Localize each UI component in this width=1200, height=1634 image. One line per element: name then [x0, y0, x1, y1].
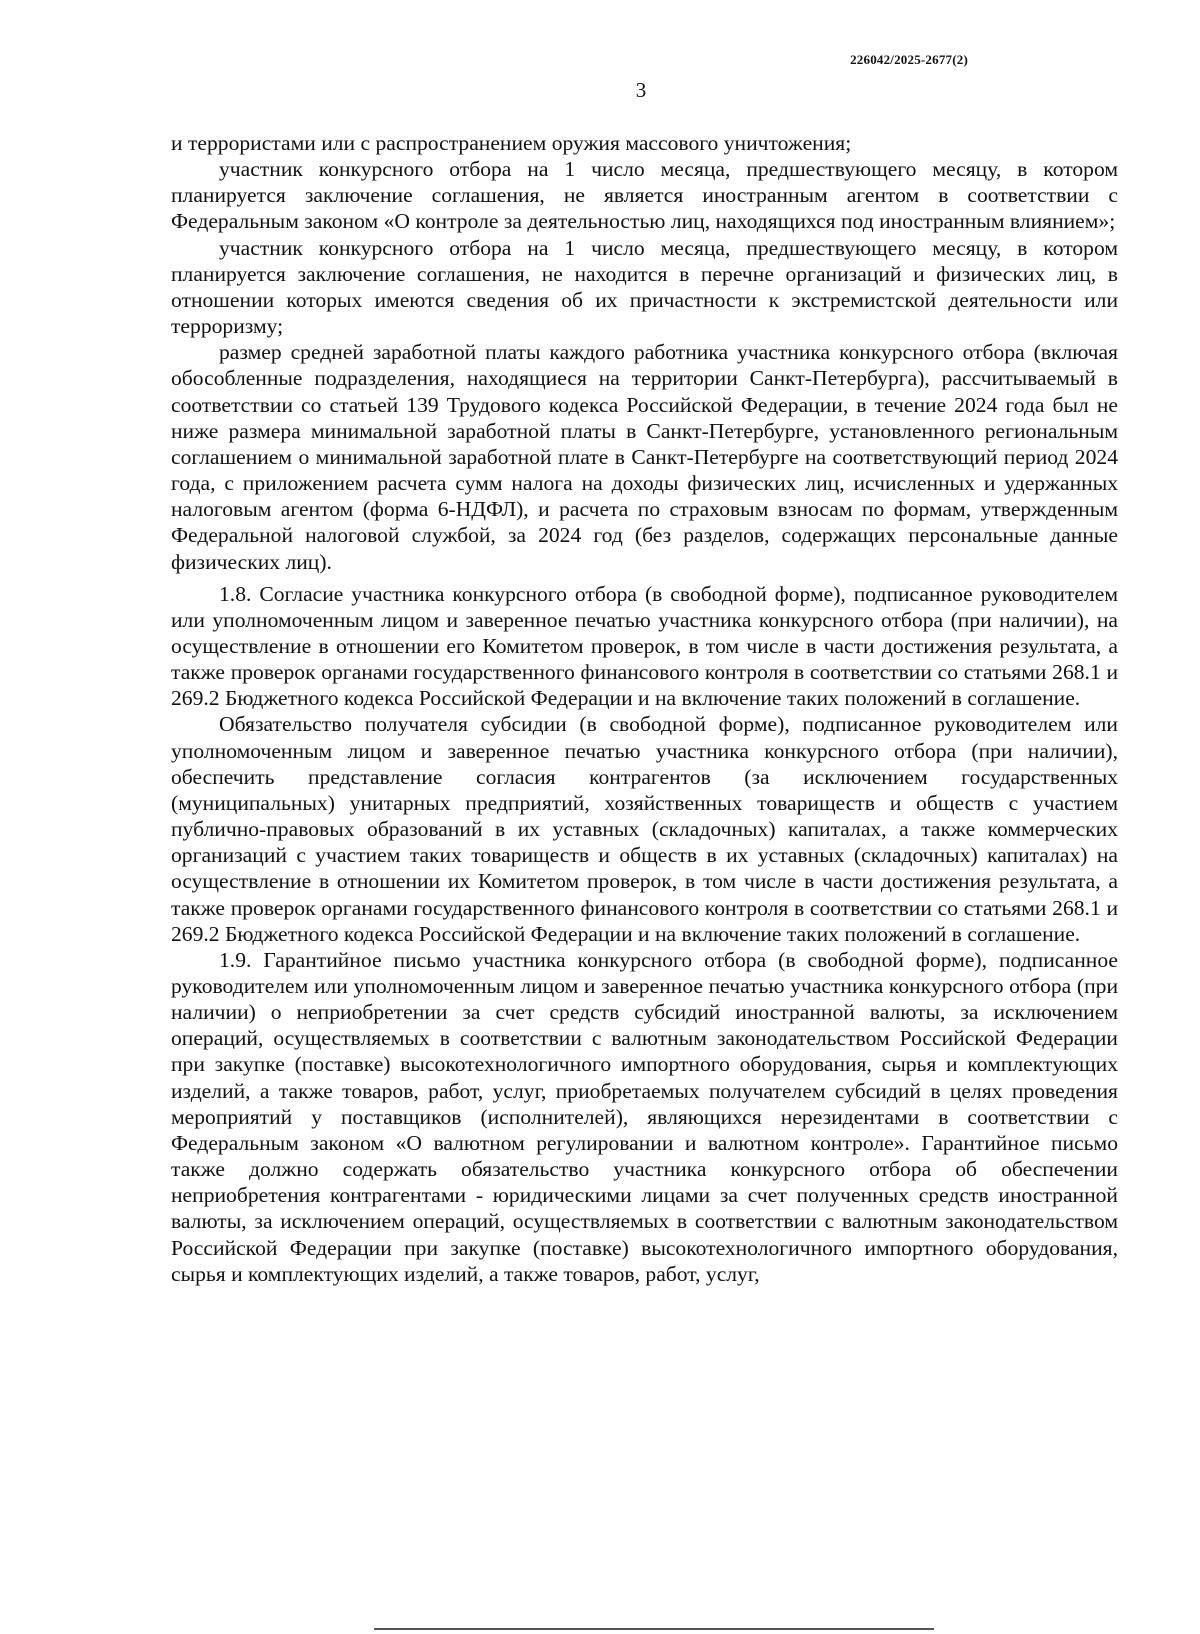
page-number: 3 [635, 78, 647, 102]
paragraph-subsidy-obligation: Обязательство получателя субсидии (в свободной форме), подписанное руководителем или уполномоченным лицом и заверенное печатью участника конкурсного отбора (при наличии), обеспечить представление согласия контрагентов (за исключением государственных (муниципальных) унитарных предприятий, хозяйственных товариществ и обществ с участием публично-правовых образований в их уставных (складочных) капиталах, а также коммерческих организаций с участием таких товариществ и обществ в их уставных (складочных) капиталах) на осуществление в отношении их Комитетом проверок, в том числе в части достижения результата, а также проверок органами государственного финансового контроля в соответствии со статьями 268.1 и 269.2 Бюджетного кодекса Российской Федерации и на включение таких положений в соглашение. [171, 712, 1118, 946]
paragraph-average-salary: размер средней заработной платы каждого работника участника конкурсного отбора (включая обособленные подразделения, находящиеся на территории Санкт-Петербурга), рассчитываемый в соответствии со статьей 139 Трудового кодекса Российской Федерации, в течение 2024 года был не ниже размера минимальной заработной платы в Санкт-Петербурге, установленного региональным соглашением о минимальной заработной плате в Санкт-Петербурге на соответствующий период 2024 года, с приложением расчета сумм налога на доходы физических лиц, исчисленных и удержанных налоговым агентом (форма 6-НДФЛ), и расчета по страховым взносам по формам, утвержденным Федеральной налоговой службой, за 2024 год (без разделов, содержащих персональные данные физических лиц). [171, 340, 1118, 574]
paragraph-continuation: и террористами или с распространением оружия массового уничтожения; [171, 131, 852, 155]
document-registration-number: 226042/2025-2677(2) [850, 52, 968, 67]
scan-bottom-edge-line [374, 1628, 934, 1630]
paragraph-extremism-list: участник конкурсного отбора на 1 число месяца, предшествующего месяцу, в котором планируется заключение соглашения, не находится в перечне организаций и физических лиц, в отношении которых имеются сведения об их причастности к экстремистской деятельности или терроризму; [171, 235, 1118, 339]
paragraph-1-8-consent: 1.8. Согласие участника конкурсного отбора (в свободной форме), подписанное руководителем или уполномоченным лицом и заверенное печатью участника конкурсного отбора (при наличии), на осуществление в отношении его Комитетом проверок, в том числе в части достижения результата, а также проверок органами государственного финансового контроля в соответствии со статьями 268.1 и 269.2 Бюджетного кодекса Российской Федерации и на включение таких положений в соглашение. [171, 581, 1118, 711]
paragraph-1-9-guarantee-letter: 1.9. Гарантийное письмо участника конкурсного отбора (в свободной форме), подписанное руководителем или уполномоченным лицом и заверенное печатью участника конкурсного отбора (при наличии) о неприобретении за счет средств субсидий иностранной валюты, за исключением операций, осуществляемых в соответствии с валютным законодательством Российской Федерации при закупке (поставке) высокотехнологичного импортного оборудования, сырья и комплектующих изделий, а также товаров, работ, услуг, приобретаемых получателем субсидий в целях проведения мероприятий у поставщиков (исполнителей), являющихся нерезидентами в соответствии с Федеральным законом «О валютном регулировании и валютном контроле». Гарантийное письмо также должно содержать обязательство участника конкурсного отбора об обеспечении неприобретения контрагентами - юридическими лицами за счет полученных средств иностранной валюты, за исключением операций, осуществляемых в соответствии с валютным законодательством Российской Федерации при закупке (поставке) высокотехнологичного импортного оборудования, сырья и комплектующих изделий, а также товаров, работ, услуг, [171, 947, 1118, 1286]
paragraph-foreign-agent: участник конкурсного отбора на 1 число месяца, предшествующего месяцу, в котором планируется заключение соглашения, не является иностранным агентом в соответствии с Федеральным законом «О контроле за деятельностью лиц, находящихся под иностранным влиянием»; [171, 157, 1118, 234]
document-body [171, 130, 1118, 1287]
